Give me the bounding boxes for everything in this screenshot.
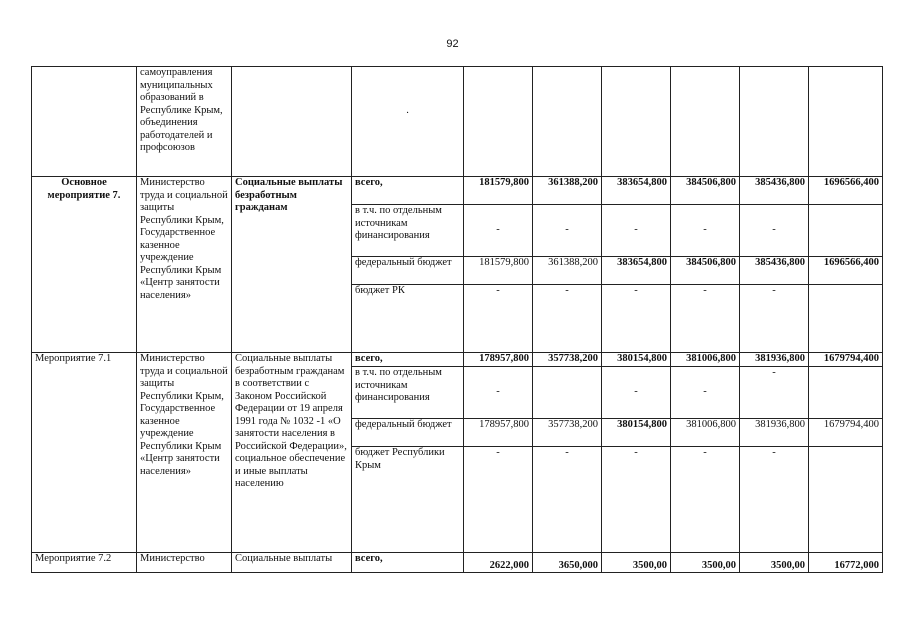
name-cell: Социальные выплаты безработным гражданам: [232, 177, 352, 353]
value-cell: -: [602, 447, 671, 553]
value-cell: 384506,800: [671, 177, 740, 205]
value-cell: [464, 67, 533, 177]
value-cell: 3650,000: [533, 553, 602, 573]
value-cell: 380154,800: [602, 353, 671, 367]
value-cell: 380154,800: [602, 419, 671, 447]
source-label: федеральный бюджет: [352, 257, 464, 285]
value-cell: [809, 447, 883, 553]
name-cell: Социальные выплаты: [232, 553, 352, 573]
value-cell: [671, 67, 740, 177]
value-cell: 381006,800: [671, 353, 740, 367]
page-number: 92: [446, 38, 459, 50]
name-cell: Социальные выплаты безработным гражданам в соответствии с Законом Российской Федерации от 19 апреля 1991 года № 1032 -1 «О занятости населения в Российской Федерации», социальное обеспечение и иные выплаты населению: [232, 353, 352, 553]
value-cell: [809, 285, 883, 353]
main7-total-row: [32, 177, 883, 205]
value-cell: -: [464, 447, 533, 553]
value-cell: 381006,800: [671, 419, 740, 447]
value-cell: [602, 67, 671, 177]
value-cell: 383654,800: [602, 257, 671, 285]
value-cell: [533, 367, 602, 419]
value-cell: 3500,00: [602, 553, 671, 573]
value-cell: -: [740, 205, 809, 257]
source-label: всего,: [352, 177, 464, 205]
value-cell: 3500,00: [740, 553, 809, 573]
value-cell: 1696566,400: [809, 257, 883, 285]
value-cell: 357738,200: [533, 419, 602, 447]
value-cell: -: [740, 367, 809, 419]
value-cell: 1679794,400: [809, 353, 883, 367]
value-cell: -: [602, 367, 671, 419]
source-label: всего,: [352, 353, 464, 367]
source-label: бюджет РК: [352, 285, 464, 353]
value-cell: -: [671, 205, 740, 257]
value-cell: 1696566,400: [809, 177, 883, 205]
value-cell: 3500,00: [671, 553, 740, 573]
executor-cell: Министерство труда и социальной защиты Республики Крым, Государственное казенное учреждение Республики Крым «Центр занятости населения»: [137, 353, 232, 553]
value-cell: 385436,800: [740, 257, 809, 285]
value-cell: -: [740, 447, 809, 553]
value-cell: 178957,800: [464, 353, 533, 367]
value-cell: [809, 205, 883, 257]
source-label: бюджет Республики Крым: [352, 447, 464, 553]
value-cell: -: [740, 285, 809, 353]
measure-cell: Мероприятие 7.2: [32, 553, 137, 573]
value-cell: -: [533, 285, 602, 353]
continuation-row: [32, 67, 883, 177]
budget-table: [31, 66, 883, 573]
value-cell: 383654,800: [602, 177, 671, 205]
measure-cell: [32, 67, 137, 177]
measure-cell: Мероприятие 7.1: [32, 353, 137, 553]
value-cell: -: [671, 367, 740, 419]
value-cell: 1679794,400: [809, 419, 883, 447]
value-cell: -: [464, 285, 533, 353]
source-label: в т.ч. по отдельным источникам финансирования: [352, 205, 464, 257]
value-cell: 181579,800: [464, 257, 533, 285]
executor-cell: Министерство: [137, 553, 232, 573]
executor-cell: самоуправления муниципальных образований в Республике Крым, объединения работодателей и профсоюзов: [137, 67, 232, 177]
value-cell: 361388,200: [533, 177, 602, 205]
source-label: в т.ч. по отдельным источникам финансирования: [352, 367, 464, 419]
source-label: всего,: [352, 553, 464, 573]
value-cell: -: [671, 285, 740, 353]
value-cell: 361388,200: [533, 257, 602, 285]
m71-total-row: [32, 353, 883, 367]
value-cell: [533, 67, 602, 177]
value-cell: 357738,200: [533, 353, 602, 367]
source-label: федеральный бюджет: [352, 419, 464, 447]
source-cell: [352, 67, 464, 177]
m72-total-row: [32, 553, 883, 573]
value-cell: -: [533, 447, 602, 553]
value-cell: -: [464, 367, 533, 419]
measure-cell: Основное мероприятие 7.: [32, 177, 137, 353]
value-cell: -: [671, 447, 740, 553]
value-cell: 384506,800: [671, 257, 740, 285]
executor-cell: Министерство труда и социальной защиты Республики Крым, Государственное казенное учреждение Республики Крым «Центр занятости населения»: [137, 177, 232, 353]
value-cell: 16772,000: [809, 553, 883, 573]
value-cell: -: [464, 205, 533, 257]
value-cell: 385436,800: [740, 177, 809, 205]
value-cell: -: [602, 205, 671, 257]
stray-mark: .: [406, 105, 409, 116]
value-cell: 178957,800: [464, 419, 533, 447]
value-cell: -: [602, 285, 671, 353]
value-cell: [740, 67, 809, 177]
value-cell: 381936,800: [740, 353, 809, 367]
value-cell: 2622,000: [464, 553, 533, 573]
value-cell: [809, 367, 883, 419]
value-cell: -: [533, 205, 602, 257]
value-cell: 181579,800: [464, 177, 533, 205]
value-cell: 381936,800: [740, 419, 809, 447]
name-cell: [232, 67, 352, 177]
value-cell: [809, 67, 883, 177]
